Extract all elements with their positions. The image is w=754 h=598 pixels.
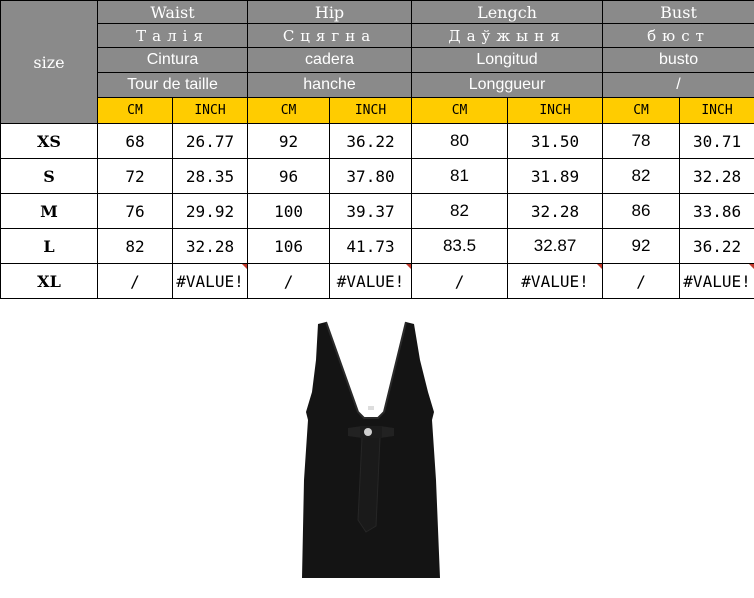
table-cell: 92 — [248, 124, 330, 159]
table-cell: 31.50 — [508, 124, 603, 159]
table-cell: 39.37 — [330, 194, 412, 229]
waist-header-fr: Tour de taille — [98, 73, 248, 98]
size-label: XL — [1, 264, 98, 299]
table-cell: / — [603, 264, 680, 299]
table-cell: 82 — [412, 194, 508, 229]
size-label: M — [1, 194, 98, 229]
table-cell-error: #VALUE! — [173, 264, 248, 299]
unit-cm: CM — [412, 98, 508, 124]
table-cell: 33.86 — [680, 194, 754, 229]
error-marker-icon — [597, 264, 602, 269]
table-cell: 81 — [412, 159, 508, 194]
hip-header-en: Hip — [248, 1, 412, 24]
bust-header-fr: / — [603, 73, 754, 98]
table-cell: 82 — [603, 159, 680, 194]
size-label: L — [1, 229, 98, 264]
table-row — [1, 229, 754, 264]
error-marker-icon — [749, 264, 754, 269]
table-cell: 36.22 — [680, 229, 754, 264]
table-cell: / — [248, 264, 330, 299]
bust-header-es: busto — [603, 48, 754, 73]
table-cell: 86 — [603, 194, 680, 229]
table-cell: 28.35 — [173, 159, 248, 194]
unit-inch: INCH — [173, 98, 248, 124]
hip-header-es: cadera — [248, 48, 412, 73]
table-cell-error: #VALUE! — [508, 264, 603, 299]
waist-header-uk: Талія — [98, 24, 248, 48]
hip-header-fr: hanche — [248, 73, 412, 98]
table-cell: 29.92 — [173, 194, 248, 229]
table-cell: 32.87 — [508, 229, 603, 264]
length-header-fr: Longgueur — [412, 73, 603, 98]
table-cell: / — [98, 264, 173, 299]
unit-inch: INCH — [330, 98, 412, 124]
table-cell-error: #VALUE! — [330, 264, 412, 299]
hip-header-uk: Сцягна — [248, 24, 412, 48]
bust-header-uk: бюст — [603, 24, 754, 48]
table-row — [1, 264, 754, 299]
table-cell: 31.89 — [508, 159, 603, 194]
table-row — [1, 124, 754, 159]
unit-cm: CM — [248, 98, 330, 124]
table-cell: 100 — [248, 194, 330, 229]
size-label: S — [1, 159, 98, 194]
table-cell: 68 — [98, 124, 173, 159]
unit-cm: CM — [98, 98, 173, 124]
bust-header-en: Bust — [603, 1, 754, 24]
length-header-uk: Даўжыня — [412, 24, 603, 48]
table-cell: 32.28 — [680, 159, 754, 194]
error-marker-icon — [242, 264, 247, 269]
table-cell: 76 — [98, 194, 173, 229]
table-cell: 41.73 — [330, 229, 412, 264]
black-sleeveless-dress-icon — [296, 320, 446, 582]
table-cell: 96 — [248, 159, 330, 194]
unit-inch: INCH — [508, 98, 603, 124]
table-cell: 92 — [603, 229, 680, 264]
table-cell: 30.71 — [680, 124, 754, 159]
table-cell: 83.5 — [412, 229, 508, 264]
table-cell-error: #VALUE! — [680, 264, 754, 299]
table-cell: 82 — [98, 229, 173, 264]
length-header-en: Lengch — [412, 1, 603, 24]
table-cell: 72 — [98, 159, 173, 194]
table-cell: / — [412, 264, 508, 299]
table-row — [1, 159, 754, 194]
table-cell: 78 — [603, 124, 680, 159]
unit-inch: INCH — [680, 98, 754, 124]
table-cell: 32.28 — [508, 194, 603, 229]
table-cell: 36.22 — [330, 124, 412, 159]
table-cell: 37.80 — [330, 159, 412, 194]
table-row — [1, 194, 754, 229]
waist-header-es: Cintura — [98, 48, 248, 73]
size-label: XS — [1, 124, 98, 159]
waist-header-en: Waist — [98, 1, 248, 24]
length-header-es: Longitud — [412, 48, 603, 73]
table-cell: 80 — [412, 124, 508, 159]
table-cell: 32.28 — [173, 229, 248, 264]
size-header: size — [1, 1, 98, 124]
unit-cm: CM — [603, 98, 680, 124]
error-marker-icon — [406, 264, 411, 269]
table-cell: 26.77 — [173, 124, 248, 159]
table-cell: 106 — [248, 229, 330, 264]
